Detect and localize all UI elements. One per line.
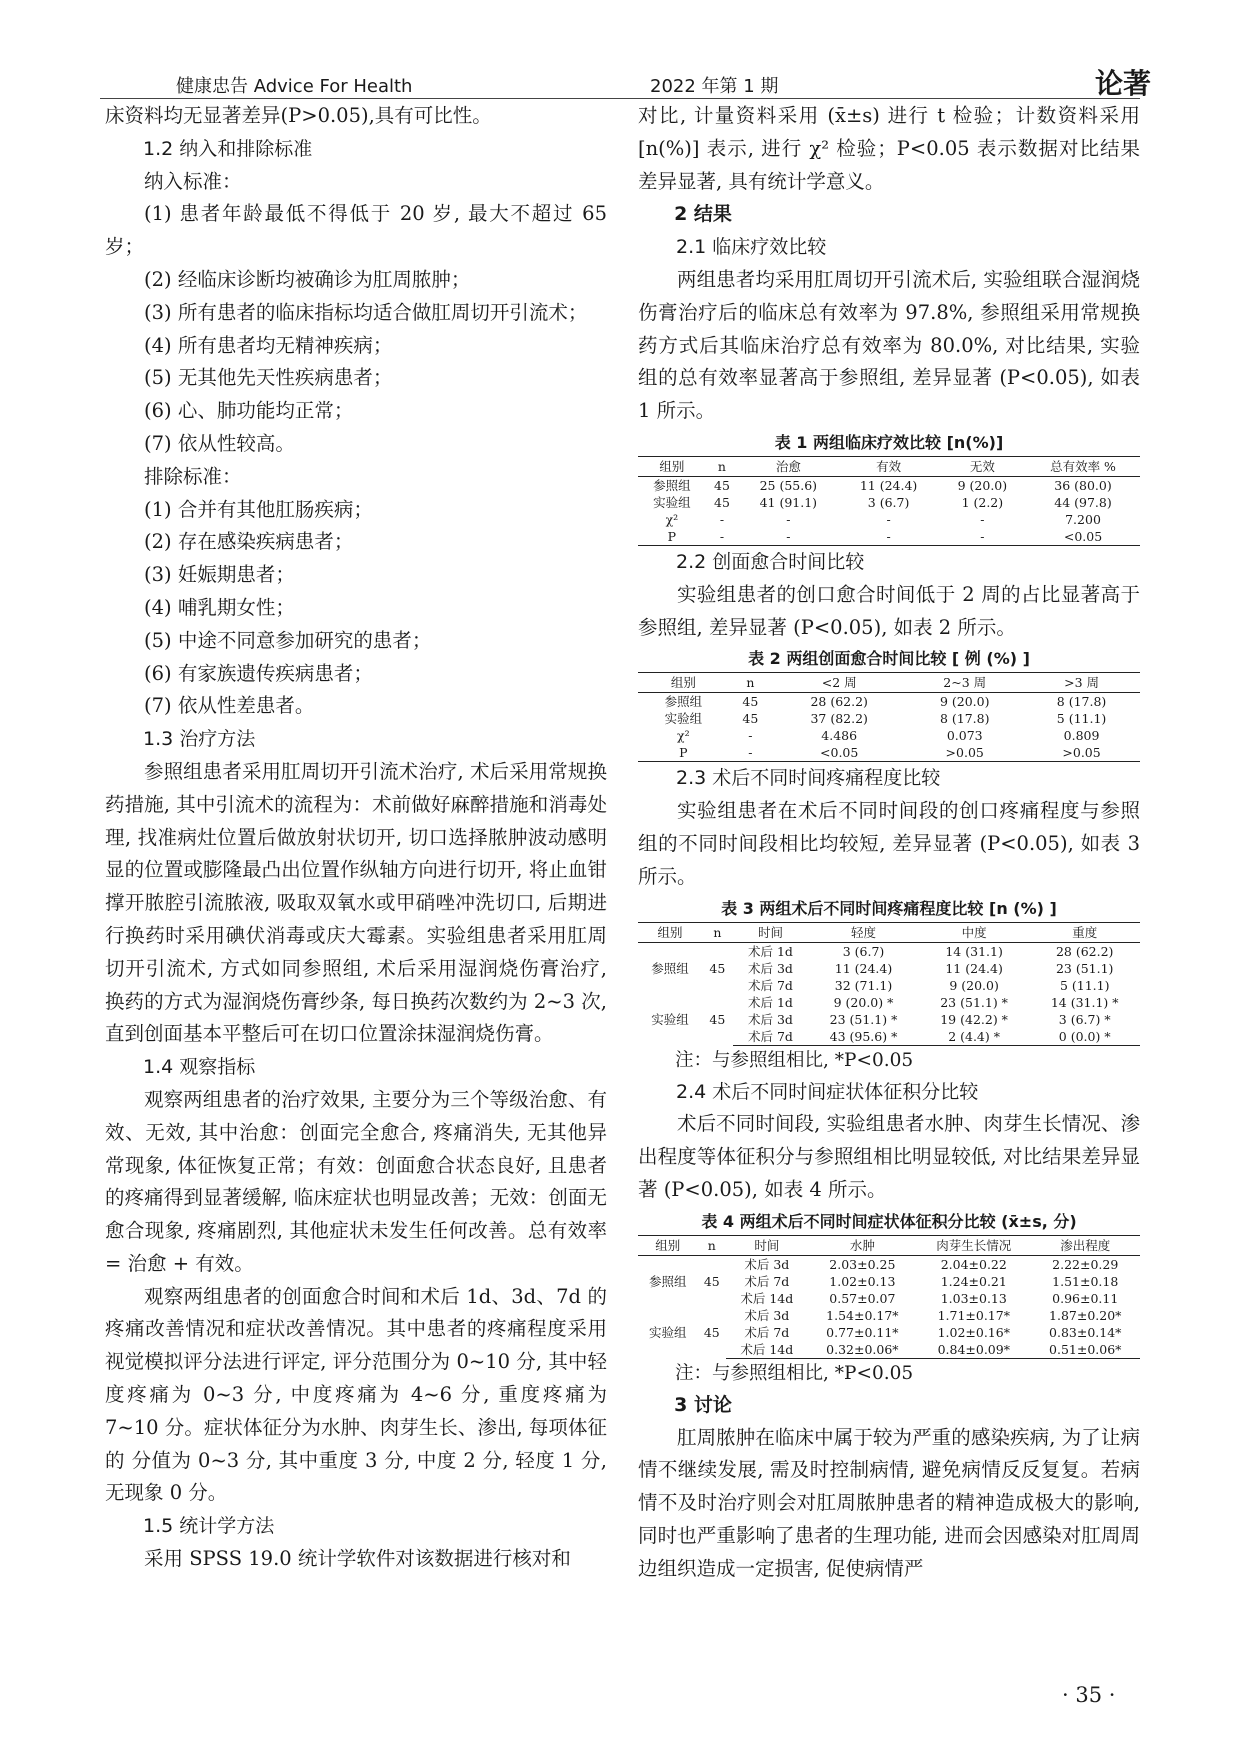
column-header: 水肿 [808, 1235, 918, 1255]
table-cell: P [638, 528, 706, 546]
table-caption: 表 4 两组术后不同时间症状体征积分比较 (x̄±s, 分) [701, 1211, 1077, 1231]
table-cell: 23 (51.1) [1055, 960, 1114, 976]
table-row [638, 994, 1140, 1011]
table-cell: 8 (17.8) [939, 711, 990, 727]
table-cell: 9 (20.0) [939, 694, 990, 710]
table-cell: 1.02±0.13 [829, 1273, 896, 1289]
table-cell: 43 (95.6) * [808, 1028, 919, 1046]
table-cell: >0.05 [1023, 744, 1140, 762]
table-cell: - [738, 528, 838, 546]
list-item: (7) 依从性较高。 [144, 431, 295, 455]
table-cell: χ² [677, 728, 690, 744]
table-cell: 参照组 [653, 477, 691, 493]
column-header: 治愈 [738, 456, 838, 476]
paragraph: 观察两组患者的治疗效果, 主要分为三个等级治愈、有效、无效, 其中治愈：创面完全愈合, 疼痛消失, 无其他异常现象, 体征恢复正常；有效：创面愈合状态良好, 且患者的疼痛得到显著缓解, 临床症状也明显改善；无效：创面无愈合现象, 疼痛剧烈, 其他症状未发生任何改善。总有效率 = 治愈 + 有效。 [105, 1087, 607, 1275]
paragraph: 实验组患者在术后不同时间段的创口疼痛程度与参照组的不同时间段相比均较短, 差异显著 (P<0.05), 如表 3 所示。 [638, 799, 1140, 888]
table-cell: 术后 3d [748, 1011, 793, 1027]
table-cell: 45 [714, 494, 730, 510]
table-cell: 1 (2.2) [961, 494, 1004, 510]
column-header: 组别 [638, 1235, 698, 1255]
table-row [638, 693, 1140, 711]
list-label: 纳入标准： [144, 169, 242, 193]
table-cell: 23 (51.1) * [940, 994, 1008, 1010]
table-cell: 14 (31.1) [945, 943, 1003, 959]
table-cell: 1.03±0.13 [940, 1290, 1007, 1306]
table-note: 注：与参照组相比, *P<0.05 [675, 1362, 914, 1384]
table-cell: 44 (97.8) [1054, 494, 1112, 510]
table-cell: 术后 3d [744, 1307, 790, 1323]
table-cell: 术后 7d [748, 977, 793, 993]
table-cell: 0.77±0.11* [826, 1324, 899, 1340]
table-cell: 1.24±0.21 [940, 1273, 1007, 1289]
column-header: 无效 [939, 456, 1026, 476]
column-header: 时间 [726, 1235, 808, 1255]
table-cell: 5 (11.1) [1059, 977, 1110, 993]
table-cell: 0.32±0.06* [808, 1341, 918, 1359]
page-header [0, 0, 1240, 100]
column-header: 组别 [638, 922, 702, 942]
table-header-row [638, 1235, 1140, 1255]
table-cell: 23 (51.1) * [829, 1011, 898, 1027]
n-cell: 45 [709, 960, 726, 976]
list-item: (5) 无其他先天性疾病患者； [144, 366, 393, 390]
paragraph: 肛周脓肿在临床中属于较为严重的感染疾病, 为了让病情不继续发展, 需及时控制病情, 避免病情反反复复。若病情不及时治疗则会对肛周脓肿患者的精神造成极大的影响, 同时也严重影响了患者的生理功能, 进而会因感染对肛周周边组织造成一定损害, 促使病情严 [638, 1425, 1140, 1580]
table-cell: 3 (6.7) * [1058, 1011, 1111, 1027]
column-header: n [702, 922, 733, 942]
table-cell: - [729, 744, 772, 762]
table-cell: 术后 3d [748, 960, 793, 976]
table-cell: 术后 1d [748, 943, 793, 959]
list-item: (5) 中途不同意参加研究的患者； [144, 628, 432, 652]
table-cell: 实验组 [664, 711, 703, 727]
table-cell: 0.83±0.14* [1049, 1324, 1122, 1340]
table-row [638, 1307, 1140, 1324]
paragraph: 参照组患者采用肛周切开引流术治疗, 术后采用常规换药措施, 其中引流术的流程为：术前做好麻醉措施和消毒处理, 找准病灶位置后做放射状切开, 切口选择脓肿波动感明显的位置或膨隆最凸出位置作纵轴方向进行切开, 将止血钳撑开脓腔引流脓液, 吸取双氧水或甲硝唑冲洗切口, 后期进行换药时采用碘伏消毒或庆大霉素。实验组患者采用肛周切开引流术, 方式如同参照组, 术后采用湿润烧伤膏治疗, 换药的方式为湿润烧伤膏纱条, 每日换药次数约为 2~3 次, 直到创面基本平整后可在切口位置涂抹湿润烧伤膏。 [105, 759, 607, 1046]
list-item: (2) 经临床诊断均被确诊为肛周脓肿； [144, 267, 471, 291]
list-item: (4) 所有患者均无精神疾病； [144, 333, 393, 357]
n-cell: 45 [709, 1011, 726, 1027]
subsection-heading: 2.4 术后不同时间症状体征积分比较 [676, 1080, 979, 1103]
column-header: 组别 [638, 673, 729, 693]
paragraph: 采用 SPSS 19.0 统计学软件对该数据进行核对和 [144, 1547, 571, 1571]
table-row [638, 1255, 1140, 1273]
table-cell: 术后 1d [748, 994, 793, 1010]
paragraph: 两组患者均采用肛周切开引流术后, 实验组联合湿润烧伤膏治疗后的临床总有效率为 97.8%, 参照组采用常规换药方式后其临床治疗总有效率为 80.0%, 对比结果, 实验组的总有效率显著高于参照组, 差异显著 (P<0.05), 如表 1 所示。 [638, 267, 1140, 423]
table-4 [638, 1235, 1140, 1359]
table-cell: 9 (20.0) * [833, 994, 894, 1010]
subsection-heading: 2.1 临床疗效比较 [676, 236, 827, 259]
right-column [638, 100, 1140, 1586]
table-cell: - [838, 528, 938, 546]
table-cell: 0.57±0.07 [829, 1290, 896, 1306]
table-cell: 7.200 [1065, 511, 1101, 527]
table-note: 注：与参照组相比, *P<0.05 [675, 1049, 914, 1071]
list-label: 排除标准： [144, 464, 242, 488]
table-header-row [638, 456, 1140, 476]
table-cell: 4.486 [821, 728, 858, 744]
table-row [638, 476, 1140, 494]
table-cell: 9 (20.0) [949, 977, 999, 993]
table-cell: 1.51±0.18 [1052, 1273, 1119, 1289]
group-cell: 参照组 [649, 1273, 687, 1289]
list-item: (1) 患者年龄最低不得低于 20 岁, 最大不超过 65 岁； [105, 202, 607, 259]
table-cell: >0.05 [906, 744, 1023, 762]
table-cell: - [706, 528, 738, 546]
table-cell: 术后 7d [733, 1028, 808, 1046]
table-cell: 术后 7d [744, 1324, 790, 1340]
table-cell: 0.96±0.11 [1052, 1290, 1119, 1306]
table-cell: 术后 7d [744, 1273, 790, 1289]
header-rule [100, 98, 1140, 99]
table-row [638, 511, 1140, 528]
table-cell: 45 [714, 477, 730, 493]
column-header: <2 周 [772, 673, 906, 693]
subsection-heading: 1.4 观察指标 [143, 1056, 256, 1079]
table-cell: 1.87±0.20* [1049, 1307, 1122, 1323]
table-cell: 11 (24.4) [834, 960, 893, 976]
table-caption: 表 2 两组创面愈合时间比较 [ 例 (%) ] [748, 649, 1030, 669]
paragraph: 观察两组患者的创面愈合时间和术后 1d、3d、7d 的疼痛改善情况和症状改善情况。其中患者的疼痛程度采用视觉模拟评分法进行评定, 评分范围分为 0~10 分, 其中轻度疼痛为 0~3 分, 中度疼痛为 4~6 分, 重度疼痛为 7~10 分。症状体征分为水肿、肉芽生长、渗出, 每项体征的 分值为 0~3 分, 其中重度 3 分, 中度 2 分, 轻度 1 分, 无现象 0 分。 [105, 1284, 607, 1505]
table-cell: 1.71±0.17* [937, 1307, 1010, 1323]
table-cell: 28 (62.2) [1055, 943, 1114, 959]
n-cell: 45 [703, 1273, 720, 1289]
column-header: n [698, 1235, 727, 1255]
paragraph: 对比, 计量资料采用 (x̄±s) 进行 t 检验；计数资料采用 [n(%)] 表示, 进行 χ² 检验；P<0.05 表示数据对比结果差异显著, 具有统计学意义。 [638, 104, 1140, 193]
table-cell: 8 (17.8) [1056, 694, 1107, 710]
table-cell: 2.22±0.29 [1052, 1256, 1119, 1272]
column-header: 肉芽生长情况 [917, 1235, 1030, 1255]
table-cell: 3 (6.7) [867, 494, 910, 510]
paragraph: 术后不同时间段, 实验组患者水肿、肉芽生长情况、渗出程度等体征积分与参照组相比明显较低, 对比结果差异显著 (P<0.05), 如表 4 所示。 [638, 1112, 1140, 1201]
table-row [638, 494, 1140, 511]
column-header: 轻度 [808, 922, 919, 942]
table-row [638, 942, 1140, 960]
table-cell: 11 (24.4) [859, 477, 918, 493]
table-cell: 3 (6.7) [842, 943, 885, 959]
journal-name: 健康忠告 Advice For Health [176, 76, 413, 97]
table-cell: 41 (91.1) [759, 494, 818, 510]
table-cell: 5 (11.1) [1056, 711, 1107, 727]
list-item: (3) 所有患者的临床指标均适合做肛周切开引流术； [144, 300, 588, 324]
table-cell: 25 (55.6) [759, 477, 818, 493]
list-item: (2) 存在感染疾病患者； [144, 530, 354, 554]
table-1 [638, 456, 1140, 546]
table-cell: 9 (20.0) [957, 477, 1008, 493]
section-heading: 2 结果 [674, 203, 732, 226]
table-header-row [638, 673, 1140, 693]
list-item: (6) 心、肺功能均正常； [144, 399, 354, 423]
n-cell: 45 [703, 1324, 720, 1340]
table-cell: <0.05 [772, 744, 906, 762]
table-cell: 45 [742, 711, 759, 727]
table-cell: P [638, 744, 729, 762]
paragraph: 床资料均无显著差异(P>0.05),具有可比性。 [105, 104, 492, 127]
table-cell: - [939, 528, 1026, 546]
list-item: (1) 合并有其他肛肠疾病； [144, 497, 373, 521]
table-row [638, 528, 1140, 546]
list-item: (7) 依从性差患者。 [144, 694, 315, 718]
table-cell: 术后 14d [726, 1341, 808, 1359]
list-item: (3) 妊娠期患者； [144, 563, 295, 587]
section-label: 论著 [1095, 67, 1152, 100]
table-3 [638, 922, 1140, 1046]
table-cell: 37 (82.2) [810, 711, 868, 727]
table-cell: 0 (0.0) * [1029, 1028, 1140, 1046]
table-cell: 28 (62.2) [810, 694, 868, 710]
table-caption: 表 3 两组术后不同时间疼痛程度比较 [n (%) ] [721, 898, 1057, 918]
column-header: 有效 [838, 456, 938, 476]
column-header: 渗出程度 [1030, 1235, 1140, 1255]
subsection-heading: 1.2 纳入和排除标准 [143, 137, 313, 160]
subsection-heading: 1.3 治疗方法 [143, 728, 256, 751]
table-cell: 1.02±0.16* [937, 1324, 1010, 1340]
section-heading: 3 讨论 [674, 1393, 732, 1416]
table-cell: 2 (4.4) * [919, 1028, 1030, 1046]
table-cell: 45 [742, 694, 759, 710]
table-2 [638, 672, 1140, 762]
table-cell: 参照组 [664, 694, 703, 710]
paragraph: 实验组患者的创口愈合时间低于 2 周的占比显著高于参照组, 差异显著 (P<0.05), 如表 2 所示。 [638, 582, 1140, 639]
column-header: 时间 [733, 922, 808, 942]
table-cell: - [980, 511, 985, 527]
table-cell: <0.05 [1026, 528, 1140, 546]
left-column [105, 100, 607, 1576]
column-header: n [706, 456, 738, 476]
table-cell: - [748, 728, 753, 744]
table-cell: 0.51±0.06* [1030, 1341, 1140, 1359]
column-header: 重度 [1029, 922, 1140, 942]
column-header: 组别 [638, 456, 706, 476]
column-header: >3 周 [1023, 673, 1140, 693]
column-header: 2~3 周 [906, 673, 1023, 693]
table-cell: 32 (71.1) [834, 977, 893, 993]
column-header: 中度 [919, 922, 1030, 942]
page-number: · 35 · [1062, 1683, 1116, 1707]
group-cell: 实验组 [649, 1324, 687, 1340]
table-cell: 0.84±0.09* [917, 1341, 1030, 1359]
table-cell: 术后 14d [740, 1290, 794, 1306]
table-row [638, 727, 1140, 744]
table-cell: - [719, 511, 725, 527]
table-cell: 2.04±0.22 [940, 1256, 1007, 1272]
table-cell: - [786, 511, 791, 527]
group-cell: 参照组 [651, 960, 689, 976]
table-row [638, 744, 1140, 762]
table-cell: χ² [665, 511, 679, 527]
column-header: 总有效率 % [1026, 456, 1140, 476]
subsection-heading: 2.3 术后不同时间疼痛程度比较 [676, 767, 941, 790]
table-cell: 术后 3d [744, 1256, 790, 1272]
table-cell: 36 (80.0) [1054, 477, 1112, 493]
table-header-row [638, 922, 1140, 942]
table-cell: 1.54±0.17* [826, 1307, 899, 1323]
table-cell: 2.03±0.25 [829, 1256, 896, 1272]
table-cell: 0.073 [946, 728, 983, 744]
list-item: (6) 有家族遗传疾病患者； [144, 661, 373, 685]
subsection-heading: 1.5 统计学方法 [143, 1515, 275, 1538]
table-cell: 实验组 [653, 494, 691, 510]
table-cell: - [886, 511, 891, 527]
table-cell: 14 (31.1) * [1050, 994, 1119, 1010]
issue-label: 2022 年第 1 期 [650, 76, 779, 97]
table-cell: 11 (24.4) [945, 960, 1003, 976]
group-cell: 实验组 [651, 1011, 689, 1027]
table-caption: 表 1 两组临床疗效比较 [n(%)] [774, 432, 1004, 452]
table-cell: 0.809 [1063, 728, 1100, 744]
list-item: (4) 哺乳期女性； [144, 595, 295, 619]
table-cell: 19 (42.2) * [940, 1011, 1008, 1027]
column-header: n [729, 673, 772, 693]
table-row [638, 710, 1140, 727]
subsection-heading: 2.2 创面愈合时间比较 [676, 550, 865, 573]
